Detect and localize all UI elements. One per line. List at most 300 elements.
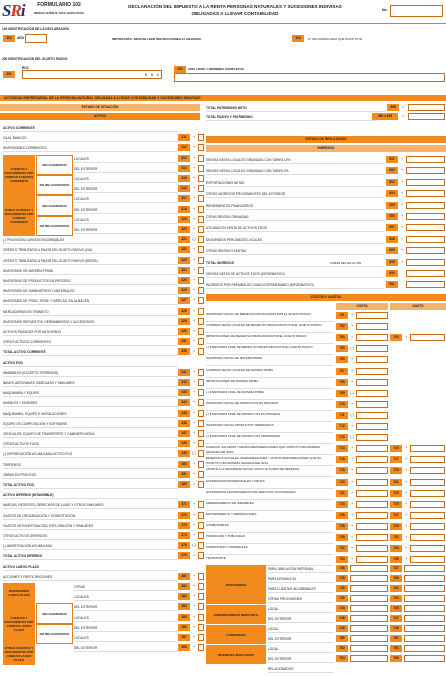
asset-row-code: 351 bbox=[178, 471, 190, 478]
asset-row-value[interactable] bbox=[198, 583, 204, 590]
asset-row-value[interactable] bbox=[198, 175, 204, 182]
cost-row-value[interactable] bbox=[356, 445, 388, 452]
asset-row-label: DEL EXTERIOR bbox=[74, 624, 178, 632]
asset-row-label: DEL EXTERIOR bbox=[74, 603, 178, 611]
cost-row-value[interactable] bbox=[356, 390, 388, 397]
asset-row-value[interactable] bbox=[198, 338, 204, 345]
asset-row-label: DEL EXTERIOR bbox=[74, 185, 178, 193]
expense-row-code: 723 bbox=[390, 490, 402, 497]
income-row-sign: + bbox=[401, 191, 403, 196]
expense-row-sign: + bbox=[405, 546, 407, 551]
cost-row-value[interactable] bbox=[356, 490, 388, 497]
asset-row-sign: + bbox=[193, 502, 195, 507]
asset-row-code: 316 bbox=[178, 185, 190, 192]
long-term-receivables-group: CUENTAS Y DOCUMENTOS POR COBRAR LARGO PLAZO bbox=[3, 603, 35, 644]
cost-row-code: 701 bbox=[336, 312, 348, 319]
income-row-value[interactable] bbox=[406, 247, 445, 254]
income-row-value[interactable] bbox=[406, 236, 445, 243]
provision-expense-code: 739 bbox=[390, 575, 402, 582]
asset-row-label: MAQUINARIA Y EQUIPO bbox=[3, 389, 178, 397]
expense-row-code: 729 bbox=[390, 523, 402, 530]
asset-row-value[interactable] bbox=[198, 226, 204, 233]
asset-row-value[interactable] bbox=[198, 573, 204, 580]
asset-row-label: OTROS ACTIVOS DIFERIDOS bbox=[3, 532, 178, 540]
income-row-label: OTRAS RENTAS EXENTAS bbox=[206, 247, 384, 255]
income-row-sign bbox=[398, 270, 406, 277]
provision-row-label: LOCAL bbox=[268, 605, 334, 613]
asset-row-code: 330 bbox=[178, 328, 190, 335]
provision-expense-value[interactable] bbox=[404, 595, 445, 602]
asset-row-value[interactable] bbox=[198, 440, 204, 447]
asset-row-value[interactable] bbox=[198, 389, 204, 396]
asset-row-label: LOCALES bbox=[74, 155, 178, 163]
cost-row-value[interactable] bbox=[356, 412, 388, 419]
income-row-sign: = bbox=[401, 259, 403, 264]
expense-row-value[interactable] bbox=[410, 556, 445, 563]
provision-expense-value[interactable] bbox=[404, 655, 445, 662]
cost-row-code: 716 bbox=[336, 456, 348, 463]
asset-row-sign: + bbox=[193, 594, 195, 599]
asset-row-value[interactable] bbox=[198, 257, 204, 264]
form-id bbox=[34, 2, 84, 15]
section-title: ACTIVIDAD EMPRESARIAL DE LA PERSONA NATURAL OBLIGADA A LLEVAR CONTABILIDAD Y SUCESIONES INDIVISAS bbox=[0, 95, 446, 101]
expense-row-sign: + bbox=[405, 501, 407, 506]
form-number bbox=[382, 5, 444, 17]
expense-row-code: 721 bbox=[390, 479, 402, 486]
provision-expense-value[interactable] bbox=[404, 605, 445, 612]
expense-row-code: 719 bbox=[390, 467, 402, 474]
provision-cost-code: 738 bbox=[336, 575, 348, 582]
provision-cost-value[interactable] bbox=[350, 565, 388, 572]
long-term-investments-group: INVERSIONES LARGO PLAZO bbox=[3, 583, 35, 603]
asset-row-label: (-) PROVISIÓN CUENTAS INCOBRABLES bbox=[3, 236, 178, 244]
sign-598: = bbox=[402, 105, 404, 109]
asset-row-code: 318 bbox=[178, 206, 190, 213]
sign-599: = bbox=[402, 114, 404, 118]
cost-row-value[interactable] bbox=[356, 345, 388, 352]
receivables-group: CUENTAS Y DOCUMENTOS POR COBRAR CLIENTES CORRIENTE bbox=[3, 155, 35, 196]
asset-row-sign: + bbox=[193, 267, 195, 272]
asset-row-value[interactable] bbox=[198, 450, 204, 457]
code-102: 102 bbox=[3, 35, 15, 42]
title-line-2: OBLIGADAS A LLEVAR CONTABILIDAD bbox=[191, 11, 279, 16]
income-row-sign: + bbox=[401, 214, 403, 218]
provision-cost-value[interactable] bbox=[350, 615, 388, 622]
provision-row-label: PARA DESAHUCIO bbox=[268, 575, 334, 583]
income-row-label: VENTAS NETAS DE ACTIVOS FIJOS (INFORMATIVO) bbox=[206, 270, 384, 278]
ruc-digit-1: 1 bbox=[157, 73, 159, 77]
important-note: IMPORTANTE: SÍRVASE LEER INSTRUCCIONES AL REVERSO bbox=[112, 37, 202, 41]
asset-row-label: TOTAL ACTIVO CORRIENTE bbox=[3, 348, 178, 356]
cost-row-value[interactable] bbox=[356, 545, 388, 552]
asset-row-value[interactable] bbox=[198, 144, 204, 151]
asset-row-sign: + bbox=[193, 441, 195, 446]
asset-row-code: 373 bbox=[178, 522, 190, 529]
expense-row-value[interactable] bbox=[410, 523, 445, 530]
expense-row-value[interactable] bbox=[410, 467, 445, 474]
asset-row-value[interactable] bbox=[198, 501, 204, 508]
asset-row-sign: + bbox=[193, 380, 195, 384]
provision-row-label: DEL EXTERIOR bbox=[268, 655, 334, 663]
income-row-label: INGRESOS POR REEMBOLSO COMO INTERMEDIARIO (INFORMATIVO) bbox=[206, 281, 384, 289]
cost-row-sign: + bbox=[351, 557, 353, 562]
year-field[interactable] bbox=[25, 34, 47, 43]
asset-row-value[interactable] bbox=[198, 532, 204, 539]
provision-expense-value[interactable] bbox=[404, 565, 445, 572]
cost-row-value[interactable] bbox=[356, 456, 388, 463]
asset-row-sign: + bbox=[193, 216, 195, 221]
code-202: 202 bbox=[174, 66, 186, 73]
asset-row-sign: + bbox=[193, 461, 195, 466]
expense-row-value[interactable] bbox=[410, 534, 445, 541]
cost-row-label: BENEFICIOS SOCIALES, INDEMNIZACIONES Y OTRAS REMUNERACIONES QUE NO CONSTITUYEN MATERIA GRAVADA DEL IESS bbox=[206, 456, 334, 466]
asset-row-value[interactable] bbox=[198, 206, 204, 213]
asset-row-label: ACTIVO LARGO PLAZO bbox=[3, 563, 178, 571]
income-row-code: 604 bbox=[386, 190, 398, 197]
expense-row-value[interactable] bbox=[410, 479, 445, 486]
asset-row-value[interactable] bbox=[198, 369, 204, 376]
provision-expense-value[interactable] bbox=[404, 635, 445, 642]
cost-row-value[interactable] bbox=[356, 434, 388, 441]
asset-row-value[interactable] bbox=[198, 328, 204, 335]
related-group-3: RELACIONADOS bbox=[36, 603, 73, 623]
income-row-value[interactable] bbox=[406, 190, 445, 197]
asset-row-sign: + bbox=[193, 318, 195, 323]
cost-row-label: (-) INVENTARIO FINAL DE BIENES NO PRODUCIDOS POR EL SUJETO PASIVO bbox=[206, 345, 334, 355]
income-row-label: RENDIMIENTOS FINANCIEROS bbox=[206, 202, 384, 210]
provision-cost-value[interactable] bbox=[350, 655, 388, 662]
provision-expense-value[interactable] bbox=[404, 625, 445, 632]
provision-cost-code: 736 bbox=[336, 565, 348, 572]
provision-cost-value[interactable] bbox=[350, 605, 388, 612]
asset-row-sign: + bbox=[193, 604, 195, 609]
cost-row-value[interactable] bbox=[356, 379, 388, 386]
provision-cost-value[interactable] bbox=[350, 595, 388, 602]
form-number-label: No. bbox=[382, 8, 388, 12]
cost-row-label: TRANSPORTE bbox=[206, 556, 334, 566]
expense-row-sign: + bbox=[405, 446, 407, 451]
cost-row-code: 703 bbox=[336, 334, 348, 341]
income-row-label: TOTAL INGRESOS bbox=[206, 259, 384, 267]
income-row-value[interactable] bbox=[406, 156, 445, 163]
expense-row-value[interactable] bbox=[410, 545, 445, 552]
page-title bbox=[90, 3, 380, 17]
income-row-code: 690 bbox=[386, 270, 398, 277]
income-row-value[interactable] bbox=[406, 213, 445, 220]
income-row-sign: + bbox=[401, 225, 403, 230]
cost-row-code: 712 bbox=[336, 423, 348, 430]
asset-row-code: 344 bbox=[178, 399, 190, 406]
asset-row-sign: (-) bbox=[192, 237, 196, 242]
asset-row-label: ACTIVO FIJO bbox=[3, 359, 178, 367]
ruc-digit-0b: 0 bbox=[151, 73, 153, 77]
asset-row-value[interactable] bbox=[198, 471, 204, 478]
form-header bbox=[0, 0, 446, 24]
asset-row-sign: + bbox=[193, 614, 195, 619]
expense-row-value[interactable] bbox=[410, 334, 445, 341]
provision-cost-value[interactable] bbox=[350, 585, 388, 592]
income-row-value[interactable] bbox=[406, 202, 445, 209]
asset-row-code: 329 bbox=[178, 318, 190, 325]
income-row-code: 602 bbox=[386, 167, 398, 174]
asset-row-value[interactable] bbox=[198, 614, 204, 621]
cost-row-value[interactable] bbox=[356, 479, 388, 486]
asset-row-value[interactable] bbox=[198, 318, 204, 325]
asset-row-value[interactable] bbox=[198, 277, 204, 284]
asset-row-code: 317 bbox=[178, 195, 190, 202]
provision-expense-code: 737 bbox=[390, 565, 402, 572]
cost-row-code: 708 bbox=[336, 379, 348, 386]
cost-row-sign: (-) bbox=[350, 346, 354, 351]
asset-row-value[interactable] bbox=[198, 461, 204, 468]
cost-row-value[interactable] bbox=[356, 323, 388, 330]
cost-row-label: IMPORTACIONES DE MATERIA PRIMA bbox=[206, 379, 334, 389]
income-row-value[interactable] bbox=[406, 281, 445, 288]
cost-row-label: SUMINISTROS Y MATERIALES bbox=[206, 545, 334, 555]
cost-row-label: COMPRAS NETAS LOCALES DE MATERIA PRIMA bbox=[206, 368, 334, 378]
provision-cost-value[interactable] bbox=[350, 645, 388, 652]
cost-row-code: 710 bbox=[336, 401, 348, 408]
code-499-699: 499 = 699 bbox=[372, 113, 398, 120]
form-resolution: RESOLUCIÓN N° NAC-XXXX-XXXX bbox=[34, 11, 84, 15]
title-line-1: DECLARACIÓN DEL IMPUESTO A LA RENTA PERSONAS NATURALES Y SUCESIONES INDIVISAS bbox=[128, 4, 342, 9]
expense-row-value[interactable] bbox=[410, 490, 445, 497]
expense-row-value[interactable] bbox=[410, 501, 445, 508]
provision-cost-value[interactable] bbox=[350, 625, 388, 632]
cost-row-value[interactable] bbox=[356, 334, 388, 341]
cost-row-sign: + bbox=[351, 335, 353, 340]
asset-row-code: 325 bbox=[178, 277, 190, 284]
expense-row-sign: + bbox=[405, 457, 407, 462]
asset-row-sign: = bbox=[193, 482, 195, 486]
asset-row-sign: + bbox=[193, 645, 195, 650]
cost-row-sign: + bbox=[351, 368, 353, 373]
asset-row-code: 381 bbox=[178, 573, 190, 580]
asset-row-value[interactable] bbox=[198, 399, 204, 406]
cost-row-code: 707 bbox=[336, 368, 348, 375]
asset-row-code: 372 bbox=[178, 512, 190, 519]
cost-row-value[interactable] bbox=[356, 423, 388, 430]
provision-expense-value[interactable] bbox=[404, 615, 445, 622]
asset-row-value[interactable] bbox=[198, 216, 204, 223]
asset-row-sign: + bbox=[193, 247, 195, 252]
expense-row-sign: + bbox=[405, 479, 407, 484]
asset-row-label: LOCALES bbox=[74, 195, 178, 203]
asset-row-sign: + bbox=[193, 624, 195, 629]
expense-row-value[interactable] bbox=[410, 456, 445, 463]
asset-row-value[interactable] bbox=[198, 542, 204, 549]
cost-row-value[interactable] bbox=[356, 401, 388, 408]
income-row-sign bbox=[398, 281, 406, 288]
cost-row-sign: (-) bbox=[350, 412, 354, 417]
asset-row-code: 322 bbox=[178, 246, 190, 253]
asset-row-value[interactable] bbox=[198, 481, 204, 488]
asset-row-label: INVENTARIO DE PRODUCTOS EN PROCESO bbox=[3, 277, 178, 285]
total-liab-equity-label: TOTAL PASIVO Y PATRIMONIO bbox=[206, 113, 376, 121]
income-row-label: DIVIDENDOS PERCIBIDOS LOCALES bbox=[206, 236, 384, 244]
asset-row-code: 321 bbox=[178, 236, 190, 243]
cost-row-label: (-) INVENTARIO FINAL DE MATERIA PRIMA bbox=[206, 390, 334, 400]
asset-row-code: 320 bbox=[178, 226, 190, 233]
form-title: FORMULARIO 102 bbox=[37, 2, 81, 8]
asset-row-code: 331 bbox=[178, 338, 190, 345]
asset-row-value[interactable] bbox=[198, 195, 204, 202]
provision-cost-value[interactable] bbox=[350, 635, 388, 642]
expense-row-code: 727 bbox=[390, 512, 402, 519]
asset-row-label: GASTOS DE INVESTIGACIÓN, EXPLORACIÓN Y SIMILARES bbox=[3, 522, 178, 530]
asset-row-value[interactable] bbox=[198, 246, 204, 253]
income-row-label: OTROS INGRESOS PROVENIENTES DEL EXTERIOR bbox=[206, 190, 384, 198]
provision-expense-code: 753 bbox=[390, 645, 402, 652]
provision-row-label: LOCAL bbox=[268, 645, 334, 653]
expense-row-code: 717 bbox=[390, 456, 402, 463]
expense-row-value[interactable] bbox=[410, 512, 445, 519]
asset-row-sign: (-) bbox=[192, 543, 196, 548]
asset-row-sign: + bbox=[193, 420, 195, 425]
asset-row-value[interactable] bbox=[198, 644, 204, 651]
income-row-value[interactable] bbox=[406, 259, 445, 266]
names-field[interactable] bbox=[174, 73, 445, 82]
income-row-sign: + bbox=[401, 248, 403, 253]
cost-row-label: ARRENDAMIENTO DE INMUEBLES bbox=[206, 501, 334, 511]
cost-row-code: 702 bbox=[336, 323, 348, 330]
asset-row-sign: + bbox=[193, 308, 195, 313]
cost-row-code: 711 bbox=[336, 412, 348, 419]
asset-row-value[interactable] bbox=[198, 308, 204, 315]
asset-row-label: NAVES, AERONAVES, BARCAZAS Y SIMILARES bbox=[3, 379, 178, 387]
cost-row-value[interactable] bbox=[356, 312, 388, 319]
asset-row-code: 328 bbox=[178, 308, 190, 315]
asset-row-label: TOTAL ACTIVO FIJO bbox=[3, 481, 178, 489]
cost-row-label: INVENTARIO INICIAL DE PRODUCTOS EN PROCESO bbox=[206, 401, 334, 411]
income-row-value[interactable] bbox=[406, 167, 445, 174]
asset-row-value[interactable] bbox=[198, 410, 204, 417]
cost-row-code: 706 bbox=[336, 356, 348, 363]
cost-row-value[interactable] bbox=[356, 523, 388, 530]
asset-row-label: EQUIPO DE COMPUTACIÓN Y SOFTWARE bbox=[3, 420, 178, 428]
asset-row-label: CAJA, BANCOS bbox=[3, 134, 178, 142]
provision-cost-code: 752 bbox=[336, 645, 348, 652]
cost-row-code: 714 bbox=[336, 445, 348, 452]
cost-row-value[interactable] bbox=[356, 501, 388, 508]
code-104: 104 bbox=[292, 35, 304, 42]
asset-row-label: CRÉDITO TRIBUTARIO A FAVOR DEL SUJETO PASIVO (RENTA) bbox=[3, 257, 178, 265]
cost-row-label: SUELDOS, SALARIOS Y DEMÁS REMUNERACIONES QUE CONSTITUYEN MATERIA GRAVADA DEL IESS bbox=[206, 445, 334, 455]
cost-row-sign: + bbox=[351, 424, 353, 428]
asset-row-sign: + bbox=[193, 471, 195, 476]
other-receivables-group: OTRAS CUENTAS Y DOCUMENTOS POR COBRAR CORRIENTE bbox=[3, 195, 35, 236]
cost-row-label: HONORARIOS A EXTRANJEROS POR SERVICIOS OCASIONALES bbox=[206, 490, 334, 500]
income-row-value[interactable] bbox=[406, 224, 445, 231]
expense-row-sign: + bbox=[405, 335, 407, 340]
asset-row-value[interactable] bbox=[198, 512, 204, 519]
asset-row-value[interactable] bbox=[198, 430, 204, 437]
asset-row-code: 346 bbox=[178, 420, 190, 427]
asset-row-value[interactable] bbox=[198, 185, 204, 192]
income-row-label: VENTAS NETAS LOCALES GRAVADAS CON TARIFA 0% bbox=[206, 167, 384, 175]
asset-row-value[interactable] bbox=[198, 297, 204, 304]
cost-row-code: 728 bbox=[336, 523, 348, 530]
related-group: RELACIONADOS bbox=[36, 155, 73, 175]
expense-row-code: 725 bbox=[390, 501, 402, 508]
cost-row-label: COMBUSTIBLES bbox=[206, 523, 334, 533]
income-row-label: VENTAS NETAS LOCALES GRAVADAS CON TARIFA 12% bbox=[206, 156, 384, 164]
asset-row-value[interactable] bbox=[198, 593, 204, 600]
cost-row-value[interactable] bbox=[356, 467, 388, 474]
cost-row-value[interactable] bbox=[356, 512, 388, 519]
income-row-code: 608 bbox=[386, 236, 398, 243]
asset-row-value[interactable] bbox=[198, 624, 204, 631]
asset-row-label: DEL EXTERIOR bbox=[74, 165, 178, 173]
expense-row-value[interactable] bbox=[410, 445, 445, 452]
provision-cost-code: 744 bbox=[336, 605, 348, 612]
cost-row-sign: + bbox=[351, 479, 353, 484]
asset-row-value[interactable] bbox=[198, 634, 204, 641]
provision-expense-code: 747 bbox=[390, 615, 402, 622]
provision-expense-value[interactable] bbox=[404, 575, 445, 582]
cost-row-value[interactable] bbox=[356, 534, 388, 541]
asset-row-value[interactable] bbox=[198, 522, 204, 529]
asset-row-label: MERCADERÍAS EN TRÁNSITO bbox=[3, 308, 178, 316]
income-row-code: 606 bbox=[386, 213, 398, 220]
asset-row-value[interactable] bbox=[198, 287, 204, 294]
asset-row-value[interactable] bbox=[198, 348, 204, 355]
asset-row-value[interactable] bbox=[198, 552, 204, 559]
provision-expense-value[interactable] bbox=[404, 585, 445, 592]
asset-row-code: 347 bbox=[178, 430, 190, 437]
expense-row-code: 735 bbox=[390, 556, 402, 563]
income-row-value[interactable] bbox=[406, 179, 445, 186]
total-liab-equity-value[interactable] bbox=[408, 113, 445, 120]
ruc-field[interactable] bbox=[22, 70, 162, 79]
asset-row-code: 327 bbox=[178, 297, 190, 304]
asset-row-code: 339 bbox=[178, 348, 190, 355]
asset-row-value[interactable] bbox=[198, 155, 204, 162]
asset-row-value[interactable] bbox=[198, 379, 204, 386]
form-number-field[interactable] bbox=[390, 5, 443, 17]
year-label: AÑO bbox=[17, 36, 25, 40]
total-equity-value[interactable] bbox=[408, 104, 445, 111]
asset-row-label: ACTIVO DIFERIDO (INTANGIBLE) bbox=[3, 491, 178, 499]
asset-row-code: 386 bbox=[178, 624, 190, 631]
asset-row-value[interactable] bbox=[198, 603, 204, 610]
asset-row-code: 348 bbox=[178, 440, 190, 447]
asset-row-code: 342 bbox=[178, 379, 190, 386]
asset-row-label: TOTAL ACTIVO DIFERIDO bbox=[3, 552, 178, 560]
income-row-code: 699 bbox=[386, 259, 398, 266]
income-row-code: 603 bbox=[386, 179, 398, 186]
income-row-code: 609 bbox=[386, 247, 398, 254]
cost-row-value[interactable] bbox=[356, 556, 388, 563]
asset-row-value[interactable] bbox=[198, 420, 204, 427]
cost-row-value[interactable] bbox=[356, 356, 388, 363]
cost-row-value[interactable] bbox=[356, 368, 388, 375]
asset-row-sign: + bbox=[193, 298, 195, 303]
asset-row-sign: (-) bbox=[192, 451, 196, 456]
asset-row-value[interactable] bbox=[198, 267, 204, 274]
asset-row-code: 341 bbox=[178, 369, 190, 376]
asset-row-sign: + bbox=[193, 635, 195, 639]
provision-expense-value[interactable] bbox=[404, 645, 445, 652]
income-row-value[interactable] bbox=[406, 270, 445, 277]
asset-row-value[interactable] bbox=[198, 165, 204, 172]
asset-row-value[interactable] bbox=[198, 134, 204, 141]
asset-row-label: ACCIONES Y PARTICIPACIONES bbox=[3, 573, 178, 581]
sri-logo: SRi bbox=[2, 1, 25, 20]
asset-row-value[interactable] bbox=[198, 236, 204, 243]
provision-cost-value[interactable] bbox=[350, 575, 388, 582]
asset-row-code: 378 bbox=[178, 542, 190, 549]
